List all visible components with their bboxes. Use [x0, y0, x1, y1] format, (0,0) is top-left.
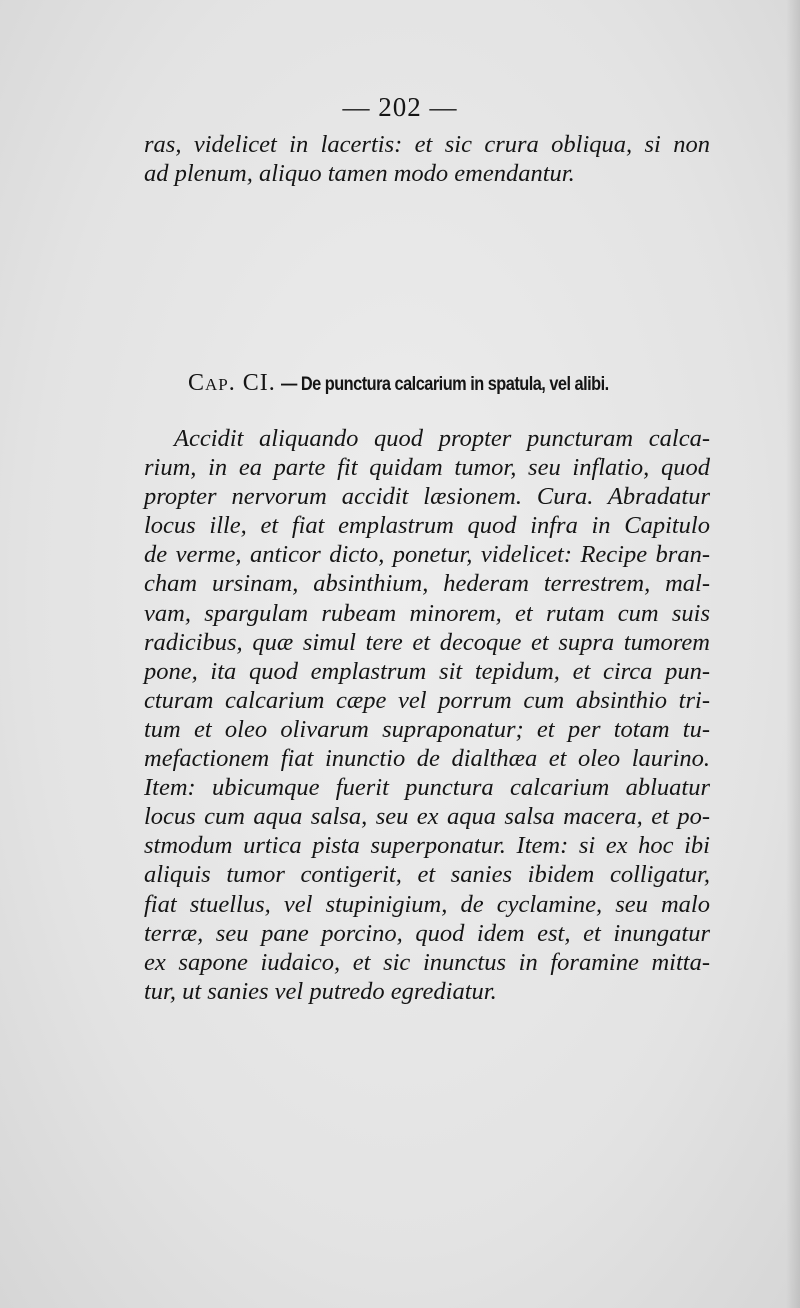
text-line: locus ille, et fiat emplastrum quod infra in Capitulo — [144, 512, 710, 540]
page-edge-shadow — [786, 0, 800, 1308]
page-number: — 202 — — [342, 92, 458, 122]
chapter-heading — [188, 370, 728, 397]
continuation-text — [144, 130, 710, 188]
text-line: cturam calcarium cæpe vel porrum cum absinthio tri- — [144, 686, 710, 714]
text-line: propter nervorum accidit læsionem. Cura. Abradatur — [144, 483, 710, 511]
text-line: mefactionem fiat inunctio de dialthæa et oleo laurino. — [144, 745, 710, 773]
chapter-title: — De punctura calcarium in spatula, vel alibi. — [281, 374, 609, 395]
text-line: stmodum urtica pista superponatur. Item: si ex hoc ibi — [144, 832, 710, 860]
chapter-paragraph — [144, 424, 710, 1006]
text-line: tum et oleo olivarum supraponatur; et per totam tu- — [144, 715, 710, 743]
text-line: locus cum aqua salsa, seu ex aqua salsa macera, et po- — [144, 803, 710, 831]
text-line: de verme, anticor dicto, ponetur, videlicet: Recipe bran- — [144, 541, 710, 569]
text-line: ex sapone iudaico, et sic inunctus in foramine mitta- — [144, 948, 710, 976]
text-line: fiat stuellus, vel stupinigium, de cyclamine, seu malo — [144, 890, 710, 918]
text-line: vam, spargulam rubeam minorem, et rutam cum suis — [144, 599, 710, 627]
text-line: cham ursinam, absinthium, hederam terrestrem, mal- — [144, 570, 710, 598]
text-line: Accidit aliquando quod propter puncturam calca- — [174, 425, 710, 452]
text-line: rium, in ea parte fit quidam tumor, seu inflatio, quod — [144, 454, 710, 482]
text-line: pone, ita quod emplastrum sit tepidum, et circa pun- — [144, 657, 710, 685]
text-line: tur, ut sanies vel putredo egrediatur. — [144, 977, 497, 1005]
text-line: Item: ubicumque fuerit punctura calcarium abluatur — [144, 774, 710, 802]
text-line: ras, videlicet in lacertis: et sic crura obliqua, si non — [144, 131, 710, 158]
text-line: ad plenum, aliquo tamen modo emendantur. — [144, 160, 575, 188]
text-line: radicibus, quæ simul tere et decoque et supra tumorem — [144, 628, 710, 656]
text-line: aliquis tumor contigerit, et sanies ibidem colligatur, — [144, 861, 710, 889]
chapter-label: Cap. CI. — [188, 370, 276, 396]
text-line: terræ, seu pane porcino, quod idem est, et inungatur — [144, 919, 710, 947]
